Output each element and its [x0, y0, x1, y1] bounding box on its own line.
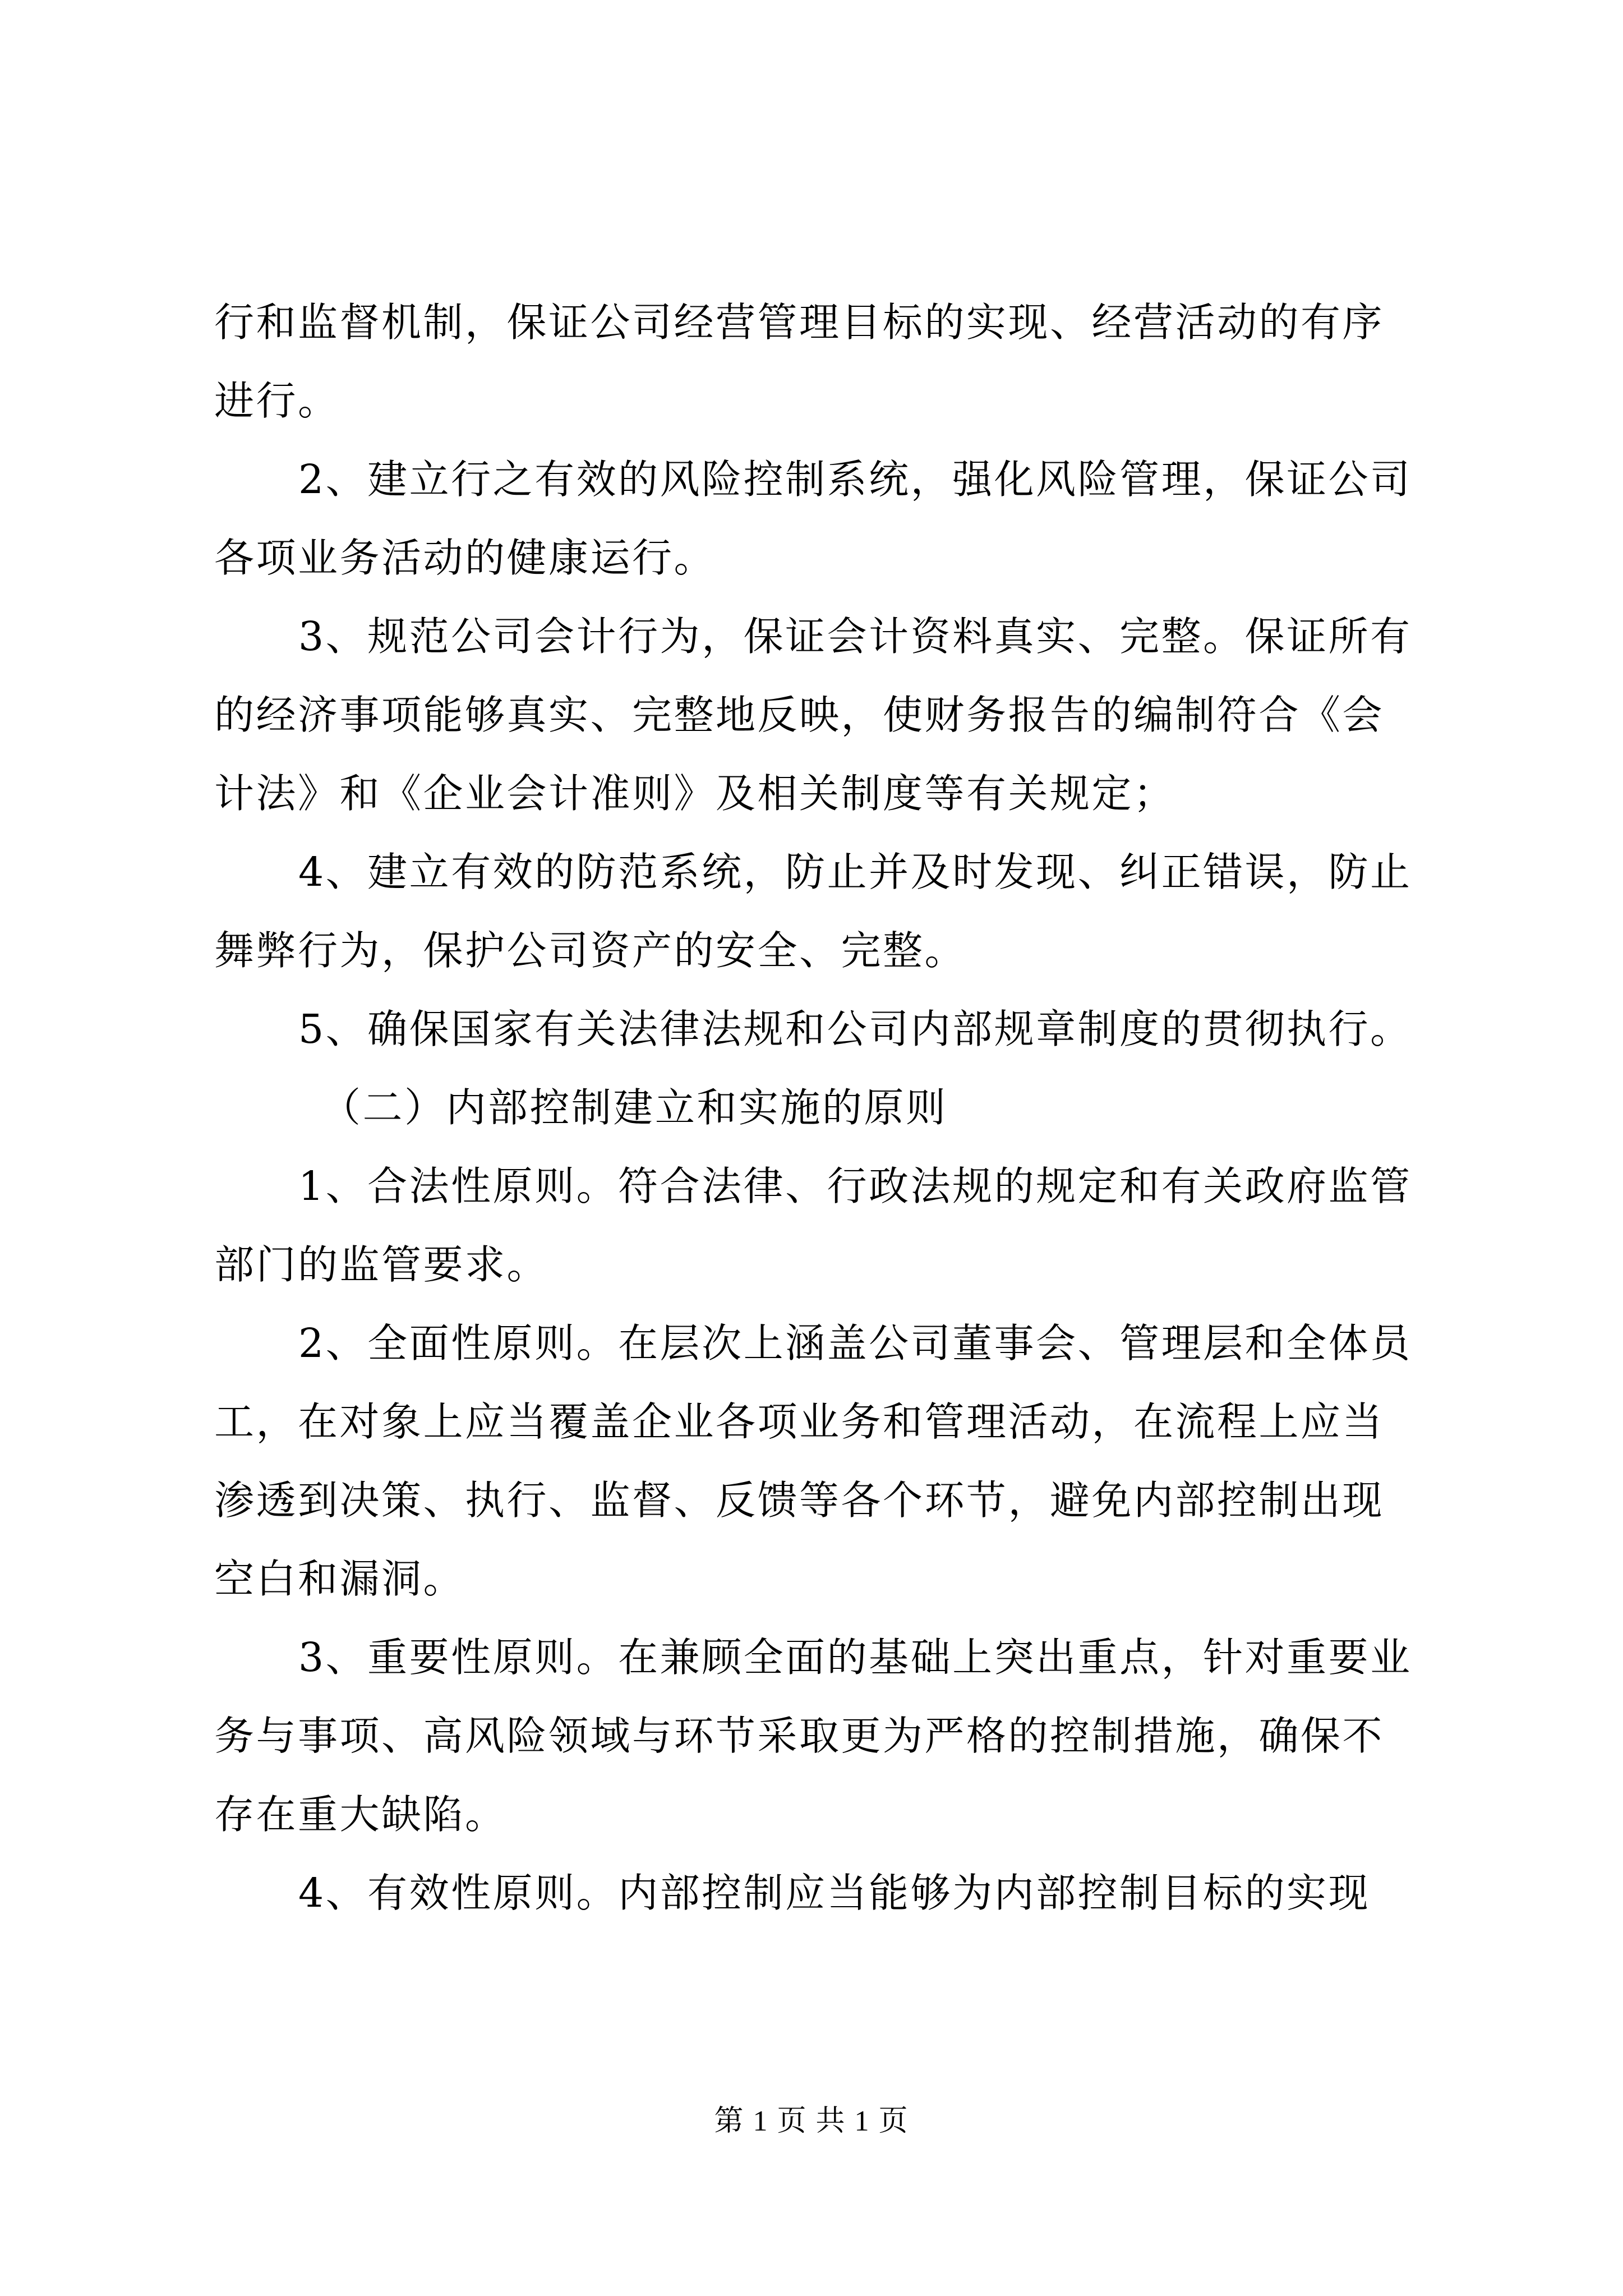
principle-legality: 1、合法性原则。符合法律、行政法规的规定和有关政府监管部门的监管要求。 [214, 1163, 1412, 1288]
section-heading: （二）内部控制建立和实施的原则 [321, 1084, 948, 1131]
principle-effectiveness: 4、有效性原则。内部控制应当能够为内部控制目标的实现 [298, 1870, 1371, 1916]
paragraph-item-5: 5、确保国家有关法律法规和公司内部规章制度的贯彻执行。 [298, 1006, 1412, 1052]
page-footer: 第 1 页 共 1 页 [714, 2105, 909, 2137]
document-body [214, 283, 1420, 1932]
paragraph-continuation: 行和监督机制，保证公司经营管理目标的实现、经营活动的有序进行。 [214, 299, 1385, 424]
paragraph-item-4: 4、建立有效的防范系统，防止并及时发现、纠正错误，防止舞弊行为，保护公司资产的安全、完整。 [214, 849, 1412, 974]
paragraph-item-3: 3、规范公司会计行为，保证会计资料真实、完整。保证所有的经济事项能够真实、完整地反映，使财务报告的编制符合《会计法》和《企业会计准则》及相关制度等有关规定； [214, 613, 1412, 817]
paragraph-item-2: 2、建立行之有效的风险控制系统，强化风险管理，保证公司各项业务活动的健康运行。 [214, 456, 1412, 581]
principle-comprehensiveness: 2、全面性原则。在层次上涵盖公司董事会、管理层和全体员工，在对象上应当覆盖企业各项业务和管理活动，在流程上应当渗透到决策、执行、监督、反馈等各个环节，避免内部控制出现空白和漏洞。 [214, 1320, 1412, 1602]
principle-importance: 3、重要性原则。在兼顾全面的基础上突出重点，针对重要业务与事项、高风险领域与环节采取更为严格的控制措施，确保不存在重大缺陷。 [214, 1634, 1412, 1838]
